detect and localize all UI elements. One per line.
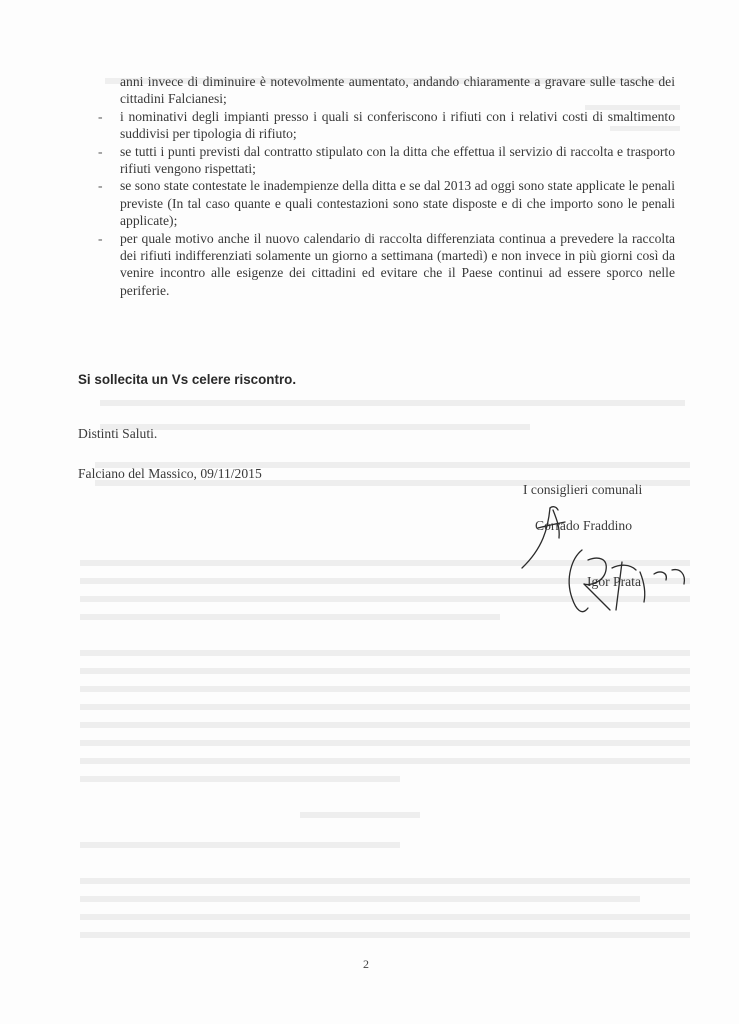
list-item [95,73,675,108]
closing-request: Si sollecita un Vs celere riscontro. [78,372,297,387]
list-item-text: i nominativi degli impianti presso i quali si conferiscono i rifiuti con i relativi costi di smaltimento suddivisi per tipologia di rifiuto; [120,108,675,142]
list-item [95,143,675,178]
list-dash: - [98,230,103,246]
signatory-name: Igor Prata [587,574,641,589]
signatory-name: Corrado Fraddino [535,518,633,533]
list-dash: - [98,178,103,194]
request-list [95,73,675,299]
list-dash: - [98,108,103,124]
list-item-text: se tutti i punti previsti dal contratto stipulato con la ditta che effettua il servizio di raccolta e trasporto rifiuti vengono rispettati; [120,143,675,177]
list-item-text: per quale motivo anche il nuovo calendario di raccolta differenziata continua a prevedere la raccolta dei rifiuti indifferenziati solamente un giorno a settimana (martedì) e non invece in più giorni così da venire incontro alle esigenze dei cittadini ed evitare che il Paese continui ad essere sporco nelle periferie. [120,230,675,298]
list-item [95,108,675,143]
list-item [95,230,675,300]
list-dash: - [98,143,103,159]
list-item-text: anni invece di diminuire è notevolmente aumentato, andando chiaramente a gravare sulle tasche dei cittadini Falcianesi; [120,74,675,107]
place-date: Falciano del Massico, 09/11/2015 [78,466,262,481]
list-item [95,177,675,229]
handwritten-signature [510,498,700,628]
greeting: Distinti Saluti. [78,426,158,441]
list-item-text: se sono state contestate le inadempienze della ditta e se dal 2013 ad oggi sono state applicate le penali previste (In tal caso quante e quali contestazioni sono state disposte e di che importo sono le penali applicate); [120,178,675,229]
signatory-role: I consiglieri comunali [523,482,643,497]
page-number: 2 [363,957,369,971]
